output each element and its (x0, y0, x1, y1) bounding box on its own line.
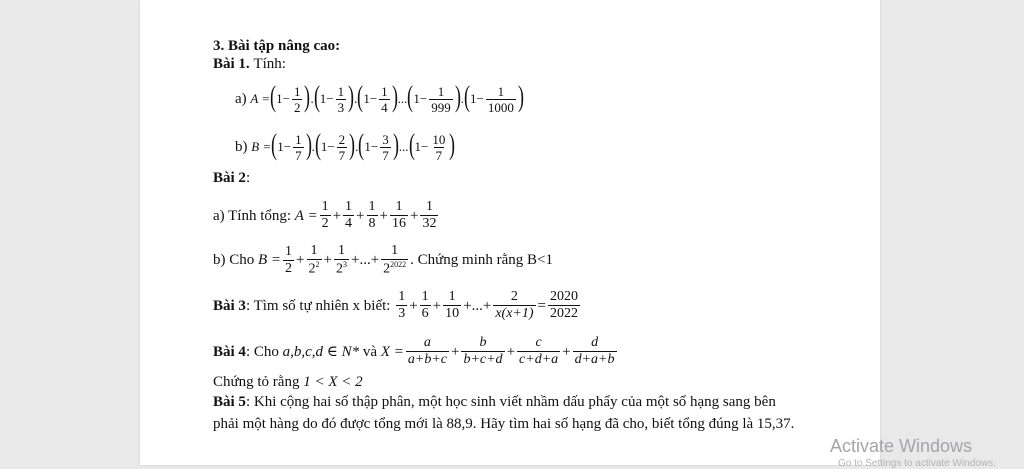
frac-a: $\frac{a}{a+b+c}$ (407, 335, 447, 367)
frac-1-2: $\frac{1}{2}$ (293, 83, 301, 115)
plus: + (450, 343, 460, 360)
bai5-line1-text: : Khi cộng hai số thập phân, một học sinh viết nhầm dấu phẩy của một số hạng sang bên (245, 394, 776, 410)
bai4-label: Bài 4 (213, 343, 246, 360)
frac-1-4: $\frac{1}{4}$ (381, 83, 388, 115)
frac-1-2pow2022: $\frac{1}{2^{2022}}$ (383, 243, 407, 277)
bai2-a-prefix: a) Tính tổng: (213, 207, 292, 224)
bai5-label: Bài 5 (213, 394, 246, 410)
plus: + (379, 207, 388, 224)
one: 1 (414, 139, 421, 154)
plus: + (432, 297, 442, 314)
dot: . (354, 91, 358, 106)
bai2-label: Bài 2 (213, 170, 246, 186)
frac-1-4: $\frac{1}{4}$ (345, 199, 353, 231)
frac-2-xx1: $\frac{2}{x(x+1)}$ (495, 289, 534, 321)
bai1-label: Bài 1. (213, 56, 250, 72)
activate-windows-title: Activate Windows (830, 436, 973, 456)
dots: ... (397, 91, 408, 106)
dot: . (310, 91, 314, 106)
bai2-b-tail: . Chứng minh rằng B<1 (410, 252, 553, 269)
ellipsis: +...+ (350, 252, 380, 269)
frac-1-16: $\frac{1}{16}$ (391, 199, 406, 231)
plus: + (562, 343, 571, 360)
one: 1 (276, 91, 283, 106)
frac-d: $\frac{d}{d+a+b}$ (574, 335, 615, 367)
minus: − (370, 139, 379, 154)
plus: + (332, 207, 342, 224)
frac-b: $\frac{b}{b+c+d}$ (463, 335, 503, 367)
document-page (140, 0, 880, 465)
minus: − (421, 139, 429, 154)
bai2-colon: : (245, 170, 251, 186)
bai2-heading (213, 168, 250, 188)
minus: − (369, 91, 378, 106)
frac-1-2: $\frac{1}{2}$ (321, 199, 329, 231)
frac-1-2pow2: $\frac{1}{2^2}$ (308, 243, 320, 277)
section-title: 3. Bài tập nâng cao: (213, 38, 341, 54)
frac-c: $\frac{c}{c+d+a}$ (519, 335, 559, 367)
frac-1-3: $\frac{1}{3}$ (337, 83, 345, 115)
plus: + (296, 252, 305, 269)
frac-1-6: $\frac{1}{6}$ (421, 289, 429, 321)
ellipsis: +...+ (463, 297, 492, 314)
frac-1-999: $\frac{1}{999}$ (431, 83, 451, 115)
plus: + (409, 207, 419, 224)
bai2-b-prefix: b) Cho (213, 252, 255, 269)
prove-expr: 1 < X < 2 (303, 374, 363, 390)
minus: − (282, 91, 290, 106)
bai1-a-prefix: a) (235, 91, 247, 107)
bai1-a-formula: a) A = ( 1 − $\frac{1}{2}$ ) . ( 1 − $\frac{1}{3}$ ) . ( 1 − $\frac{1}{4}$ ) ... ( 1 − $\frac{1}{999}$ ) . ( 1 − $\frac{1}{1000}$ ) (235, 80, 524, 115)
one: 1 (319, 91, 327, 106)
frac-1-10: $\frac{1}{10}$ (445, 289, 460, 321)
frac-1-2pow3: $\frac{1}{2^3}$ (335, 243, 347, 277)
frac-3-7: $\frac{3}{7}$ (382, 131, 389, 163)
one: 1 (277, 139, 284, 154)
minus: − (283, 139, 292, 154)
bai1-heading (213, 54, 286, 74)
minus: − (476, 91, 484, 106)
prove-text: Chứng tỏ rằng (213, 374, 300, 390)
one: 1 (413, 91, 420, 106)
prove-line (213, 372, 363, 392)
minus: − (327, 139, 335, 154)
plus: + (506, 343, 516, 360)
dot: . (460, 91, 465, 106)
frac-1-32: $\frac{1}{32}$ (422, 199, 437, 231)
bai2-a-lhs: A = (294, 207, 318, 224)
dot: . (355, 139, 359, 154)
dot: . (311, 139, 315, 154)
plus: + (323, 252, 332, 269)
bai3-text: : Tìm số tự nhiên x biết: (245, 297, 391, 314)
bai4-text: : Cho (245, 343, 279, 360)
bai5-line2 (213, 414, 794, 434)
bai1-b-formula: b) B = ( 1 − $\frac{1}{7}$ ) . ( 1 − $\frac{2}{7}$ ) . ( 1 − $\frac{3}{7}$ ) ... ( 1 − $\frac{10}{7}$ ) (235, 128, 456, 163)
frac-10-7: $\frac{10}{7}$ (432, 131, 446, 163)
bai4-formula (213, 336, 619, 367)
one: 1 (320, 139, 328, 154)
plus: + (356, 207, 365, 224)
bai1-b-prefix: b) (235, 139, 248, 155)
bai1-a-lhs: A = (250, 91, 271, 106)
bai5-line2-text: phải một hàng do đó được tổng mới là 88,9. Hãy tìm hai số hạng đã cho, biết tổng đúng là 15,37. (213, 416, 795, 432)
minus: − (326, 91, 334, 106)
bai4-and: và (362, 343, 378, 360)
frac-1-3: $\frac{1}{3}$ (398, 289, 406, 321)
equals: = (537, 297, 546, 314)
bai5-line1 (213, 392, 776, 412)
bai3-formula (213, 290, 582, 321)
bai4-lhs: X = (380, 343, 404, 360)
bai2-b-formula (213, 244, 553, 277)
one: 1 (470, 91, 477, 106)
bai4-vars: a,b,c,d ∈ N* (282, 343, 360, 360)
frac-1-7: $\frac{1}{7}$ (295, 131, 302, 163)
activate-windows-subtitle: Go to Settings to activate Windows. (838, 458, 996, 469)
bai2-a-formula (213, 200, 440, 231)
minus: − (419, 91, 428, 106)
bai3-label: Bài 3 (213, 297, 246, 314)
bai2-b-lhs: B = (258, 252, 282, 269)
one: 1 (364, 139, 371, 154)
dots: ... (398, 139, 409, 154)
one: 1 (363, 91, 370, 106)
plus: + (409, 297, 418, 314)
frac-1-1000: $\frac{1}{1000}$ (487, 83, 514, 115)
bai1-b-lhs: B = (251, 139, 272, 154)
frac-2-7: $\frac{2}{7}$ (338, 131, 346, 163)
bai1-text: Tính: (253, 56, 286, 72)
frac-2020-2022: $\frac{2020}{2022}$ (549, 289, 578, 321)
frac-1-8: $\frac{1}{8}$ (368, 199, 376, 231)
frac-1-2: $\frac{1}{2}$ (285, 243, 293, 276)
